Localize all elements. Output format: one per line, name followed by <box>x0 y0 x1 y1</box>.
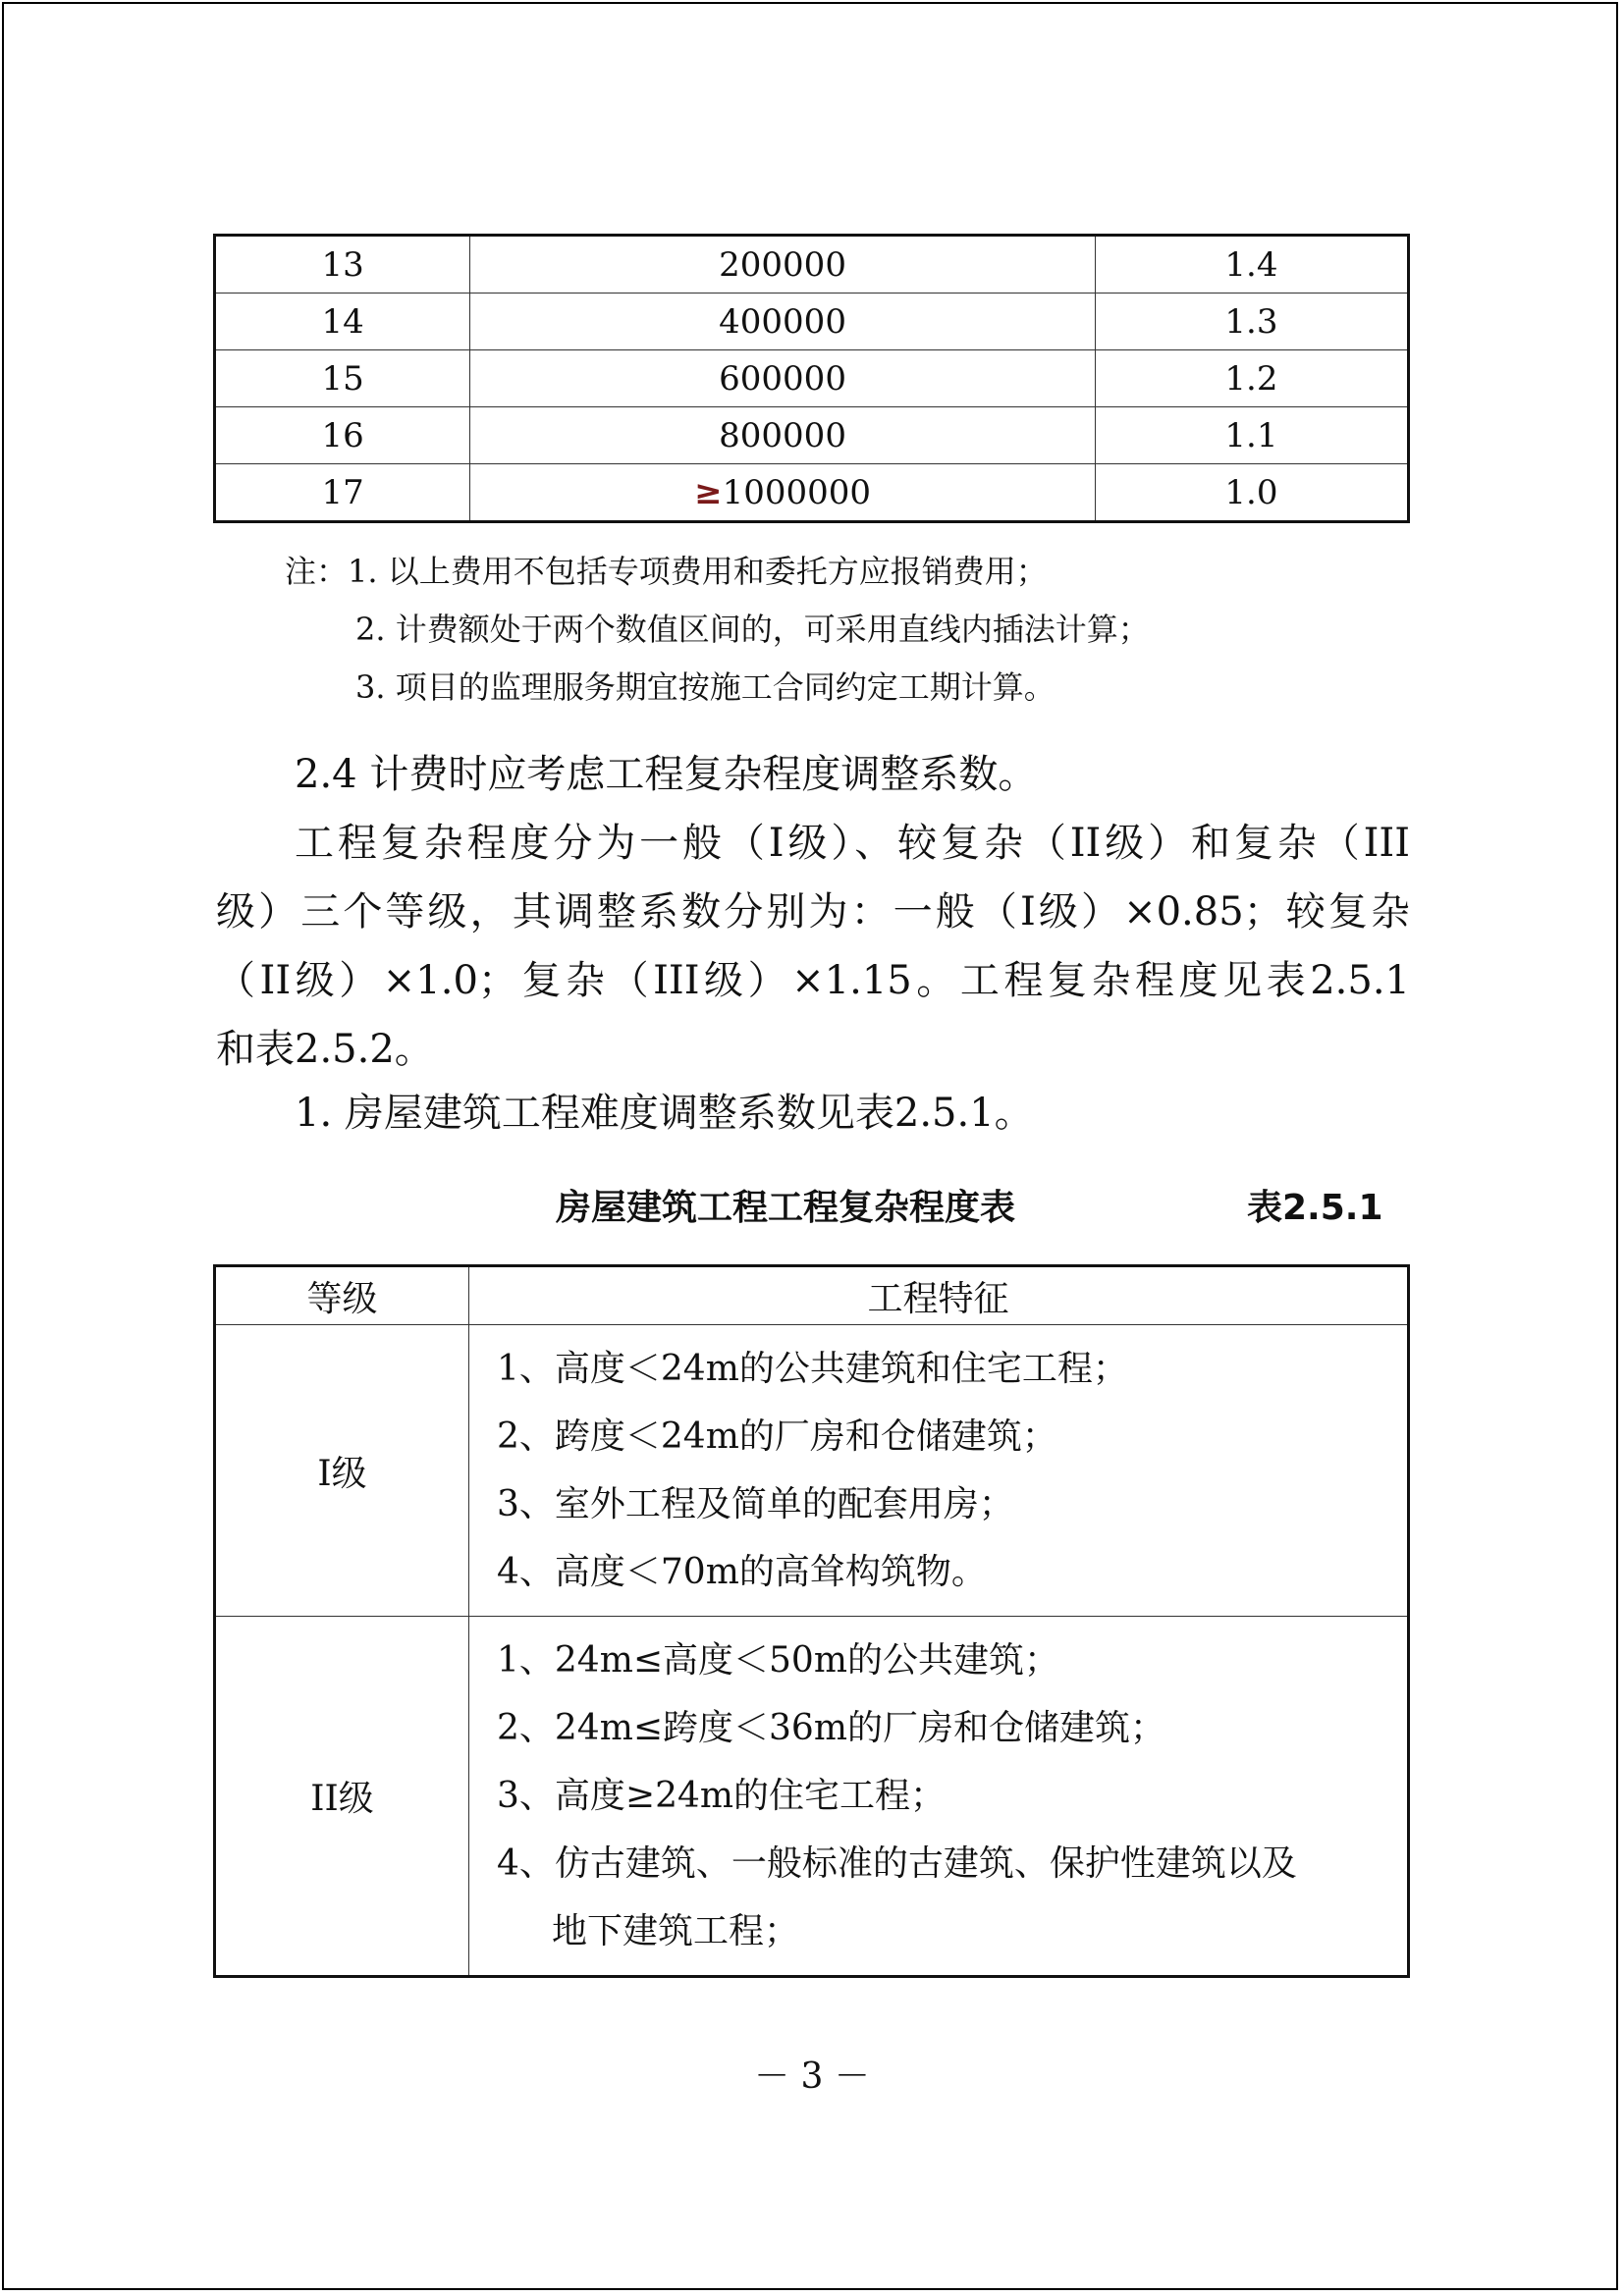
note-lead: 注： <box>285 553 349 590</box>
feature-item-continuation: 地下建筑工程； <box>552 1911 800 1951</box>
note-item: 2. 计费额处于两个数值区间的，可采用直线内插法计算； <box>355 611 1150 648</box>
fee-amount: 400000 <box>470 294 1096 350</box>
feature-item: 4、仿古建筑、一般标准的古建筑、保护性建筑以及 <box>497 1843 1297 1884</box>
section-2-4 <box>216 740 1410 809</box>
feature-item: 2、24m≤跨度＜36m的厂房和仓储建筑； <box>497 1708 1165 1748</box>
fee-amount: 200000 <box>470 236 1096 294</box>
note-item <box>285 543 1150 601</box>
feature-item: 3、室外工程及简单的配套用房； <box>497 1484 1014 1524</box>
row-index: 17 <box>215 464 470 522</box>
section-heading: 2.4 计费时应考虑工程复杂程度调整系数。 <box>295 752 1038 797</box>
table-row <box>215 1617 1409 1977</box>
fee-coefficient: 1.1 <box>1095 407 1408 464</box>
fee-coefficient: 1.4 <box>1095 236 1408 294</box>
fee-coefficient: 1.3 <box>1095 294 1408 350</box>
notes <box>285 543 1150 717</box>
row-index: 15 <box>215 350 470 407</box>
row-index: 14 <box>215 294 470 350</box>
feature-item: 2、跨度＜24m的厂房和仓储建筑； <box>497 1416 1057 1457</box>
page-number: － 3 － <box>754 2056 870 2097</box>
complexity-paragraph <box>216 809 1410 1084</box>
fee-coefficient: 1.0 <box>1095 464 1408 522</box>
table-caption-number: 表2.5.1 <box>1247 1188 1383 1228</box>
header-features: 工程特征 <box>469 1266 1409 1325</box>
fee-coefficient: 1.2 <box>1095 350 1408 407</box>
feature-item: 3、高度≥24m的住宅工程； <box>497 1776 947 1816</box>
table-caption-title: 房屋建筑工程工程复杂程度表 <box>556 1188 1016 1228</box>
fee-amount: 800000 <box>470 407 1096 464</box>
feature-item: 1、高度＜24m的公共建筑和住宅工程； <box>497 1349 1128 1389</box>
ge-symbol: ≥ <box>694 472 723 512</box>
fee-table <box>213 234 1410 523</box>
features-cell <box>469 1325 1409 1617</box>
paragraph-line: 和表2.5.2。 <box>216 1027 434 1072</box>
feature-item: 4、高度＜70m的高耸构筑物。 <box>497 1552 987 1592</box>
paragraph-line: 工程复杂程度分为一般（I级）、较复杂（II级）和复杂（III <box>295 821 1410 866</box>
feature-item: 1、24m≤高度＜50m的公共建筑； <box>497 1640 1059 1681</box>
note-item: 3. 项目的监理服务期宜按施工合同约定工期计算。 <box>355 668 1056 706</box>
table-row <box>215 294 1409 350</box>
fee-amount-value: 1000000 <box>722 472 872 512</box>
paragraph-line: 级）三个等级，其调整系数分别为：一般（I级）×0.85；较复杂 <box>216 889 1410 934</box>
item-1-text: 1. 房屋建筑工程难度调整系数见表2.5.1。 <box>295 1091 1034 1136</box>
fee-amount: 600000 <box>470 350 1096 407</box>
grade-table <box>213 1264 1410 1978</box>
table-row <box>215 407 1409 464</box>
features-cell <box>469 1617 1409 1977</box>
fee-amount <box>470 464 1096 522</box>
header-grade: 等级 <box>215 1266 469 1325</box>
item-1 <box>216 1079 1410 1148</box>
table-row <box>215 236 1409 294</box>
table-row <box>215 350 1409 407</box>
row-index: 13 <box>215 236 470 294</box>
row-index: 16 <box>215 407 470 464</box>
table-row <box>215 464 1409 522</box>
table-row <box>215 1325 1409 1617</box>
grade-cell: II级 <box>215 1617 469 1977</box>
grade-cell: I级 <box>215 1325 469 1617</box>
paragraph-line: （II级）×1.0；复杂（III级）×1.15。工程复杂程度见表2.5.1 <box>216 958 1410 1003</box>
table-header-row <box>215 1266 1409 1325</box>
note-text: 1. 以上费用不包括专项费用和委托方应报销费用； <box>348 553 1048 590</box>
